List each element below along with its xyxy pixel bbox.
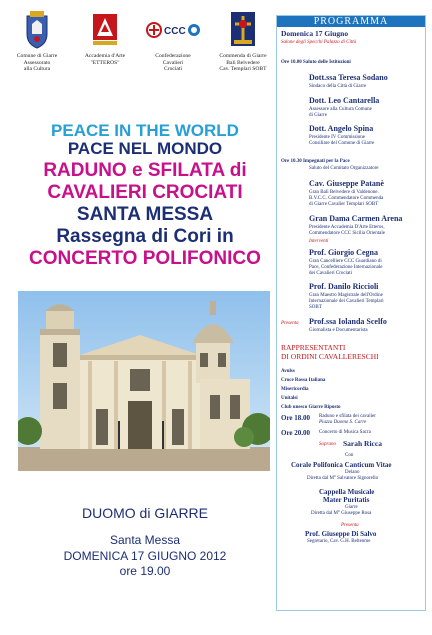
org-unitalsi: Unitalsi bbox=[281, 396, 298, 401]
soprano-name: Sarah Ricca bbox=[343, 439, 382, 448]
rappresentanti-line2: DI ORDINI CAVALLERESCHI bbox=[281, 352, 379, 361]
time-2000: Ore 20.00 bbox=[281, 429, 311, 437]
logo-caption: Accademia d'Arte "ETTEROS" bbox=[84, 53, 126, 66]
speaker-role: Consiliare del Comune di Giarre bbox=[309, 141, 375, 146]
org-misericordia: Misericordia bbox=[281, 387, 309, 392]
headline-cavalieri: CAVALIERI CROCIATI bbox=[47, 182, 243, 203]
logo-row bbox=[6, 10, 276, 105]
logo-commenda bbox=[212, 10, 274, 73]
event-time: ore 19.00 bbox=[119, 564, 171, 578]
headline-peace-world: PEACE IN THE WORLD bbox=[51, 121, 239, 140]
speaker-role: Commendatore CCC Sicilia Orientale bbox=[309, 231, 385, 236]
speaker-role: SOBT bbox=[309, 305, 322, 310]
logo-caption: Confederazione Cavalieri Crociati bbox=[155, 53, 191, 73]
event-1800-place: Piazza Duomo S. Carre bbox=[319, 420, 367, 425]
headline-santa-messa: SANTA MESSA bbox=[76, 204, 214, 225]
speaker-name: Prof.ssa Iolanda Scelfo bbox=[309, 317, 387, 326]
rappresentanti-line1: RAPPRESENTANTI bbox=[281, 343, 346, 352]
ccc-confederation-icon bbox=[142, 10, 204, 50]
speaker-name: Dott.ssa Teresa Sodano bbox=[309, 73, 388, 82]
speaker-role: Sindaco della Città di Giarre bbox=[309, 84, 367, 89]
headline-raduno: RADUNO e SFILATA di bbox=[43, 160, 247, 181]
speaker-role: Assessore alla Cultura Comune bbox=[309, 107, 372, 112]
org-avulss: Avulss bbox=[281, 369, 295, 374]
host-name: Prof. Giuseppe Di Salvo bbox=[305, 530, 377, 538]
speaker-name: Gran Dama Carmen Arena bbox=[309, 214, 403, 223]
speaker-role: dei Cavalieri Crociati bbox=[309, 271, 353, 276]
choir-1: Corale Polifonica Canticum Vitae bbox=[291, 461, 392, 469]
logo-caption: Comune di Giarre Assessorato alla Cultura bbox=[16, 53, 58, 73]
event-2000: Concerto di Musica Sacra bbox=[319, 430, 371, 435]
speaker-role: Presidente IV Commissione bbox=[309, 135, 366, 140]
speaker-role: Presidente Accademia D'Arte Etteros, bbox=[309, 225, 385, 230]
headline-rassegna: Rassegna di Cori in bbox=[56, 226, 234, 247]
choir-2-line2: Mater Puritatis bbox=[323, 496, 370, 504]
soprano-label: Soprano bbox=[319, 442, 336, 447]
choir-1-place: Delano bbox=[345, 470, 360, 475]
slot-1030: Ore 10.30 Impegnati per la Pace bbox=[281, 159, 350, 164]
speaker-role: Giornalista e Documentarista bbox=[309, 328, 368, 333]
presenta-label: Presenta bbox=[281, 321, 299, 326]
venue-label: DUOMO di GIARRE bbox=[81, 505, 208, 521]
speaker-name: Dott. Leo Cantarella bbox=[309, 96, 380, 105]
interventi-label: Interventi bbox=[309, 239, 329, 244]
speaker-name: Cav. Giuseppe Patanè bbox=[309, 179, 384, 188]
org-cri: Croce Rossa Italiana bbox=[281, 378, 326, 383]
speaker-name: Prof. Danilo Riccioli bbox=[309, 282, 379, 291]
speaker-role: Internazionale dei Cavalieri Templari bbox=[309, 299, 384, 304]
svg-text:CCC: CCC bbox=[164, 26, 186, 37]
speaker-role: Gran Cancelliere CCC Guardiano di bbox=[309, 259, 382, 264]
speaker-role: di Giarre Cavalier Templari SOBT bbox=[309, 202, 379, 207]
choir-2-director: Diretta dal M° Giuseppe Rosa bbox=[311, 511, 372, 516]
accademia-arte-icon bbox=[89, 10, 121, 50]
speaker-role: Gran Maestro Magistrale dell'Ordine bbox=[309, 293, 383, 298]
logo-caption: Commenda di Giarre Bali Belvedere Cav. Templari SOBT bbox=[219, 53, 267, 73]
slot-1030-sub: Saluto del Comitato Organizzatore bbox=[309, 166, 379, 171]
host-role: Segretario, Cav. G.H. Beltenme bbox=[307, 539, 371, 544]
event-1800: Raduno e sfilata dei cavalier bbox=[319, 414, 376, 419]
logo-ccc bbox=[142, 10, 204, 73]
speaker-role: Gran Balì Belvedere di Valdenone. bbox=[309, 190, 379, 195]
programme-title: PROGRAMMA bbox=[277, 16, 425, 27]
slot-1000: Ore 10.00 Saluto delle Istituzioni bbox=[281, 60, 351, 65]
choir-2-place: Giarre bbox=[345, 505, 358, 510]
speaker-role: Pace, Confederazione Internazionale bbox=[309, 265, 383, 270]
time-1800: Ore 18.00 bbox=[281, 414, 311, 422]
giarre-crest-icon bbox=[22, 10, 52, 50]
event-date: DOMENICA 17 GIUGNO 2012 bbox=[63, 549, 227, 563]
cathedral-photo bbox=[18, 291, 270, 471]
headline-concerto: CONCERTO POLIFONICO bbox=[29, 248, 261, 269]
mass-label: Santa Messa bbox=[109, 533, 181, 547]
con-label: Con bbox=[345, 453, 354, 458]
programme-date: Domenica 17 Giugno bbox=[281, 29, 349, 38]
speaker-role: B.V.C.C. Commendatore Commenda bbox=[309, 196, 384, 201]
choir-2-line1: Cappella Musicale bbox=[319, 488, 375, 496]
knights-commandery-icon bbox=[228, 10, 258, 50]
logo-accademia bbox=[74, 10, 136, 66]
choir-1-director: Diretta dal M° Salvatore Signorello bbox=[307, 476, 379, 481]
programme-panel bbox=[276, 15, 426, 611]
presenta-label-2: Presenta bbox=[341, 523, 359, 528]
programme-location: Salone degli Specchi Palazzo di Città bbox=[281, 40, 357, 45]
speaker-name: Prof. Giorgio Cegna bbox=[309, 248, 378, 257]
headline-pace-mondo: PACE NEL MONDO bbox=[67, 139, 223, 158]
speaker-name: Dott. Angelo Spina bbox=[309, 124, 374, 133]
org-club: Club unesco Giarre Riposto bbox=[281, 405, 341, 410]
speaker-role: di Giarre bbox=[309, 113, 327, 118]
logo-giarre bbox=[6, 10, 68, 73]
